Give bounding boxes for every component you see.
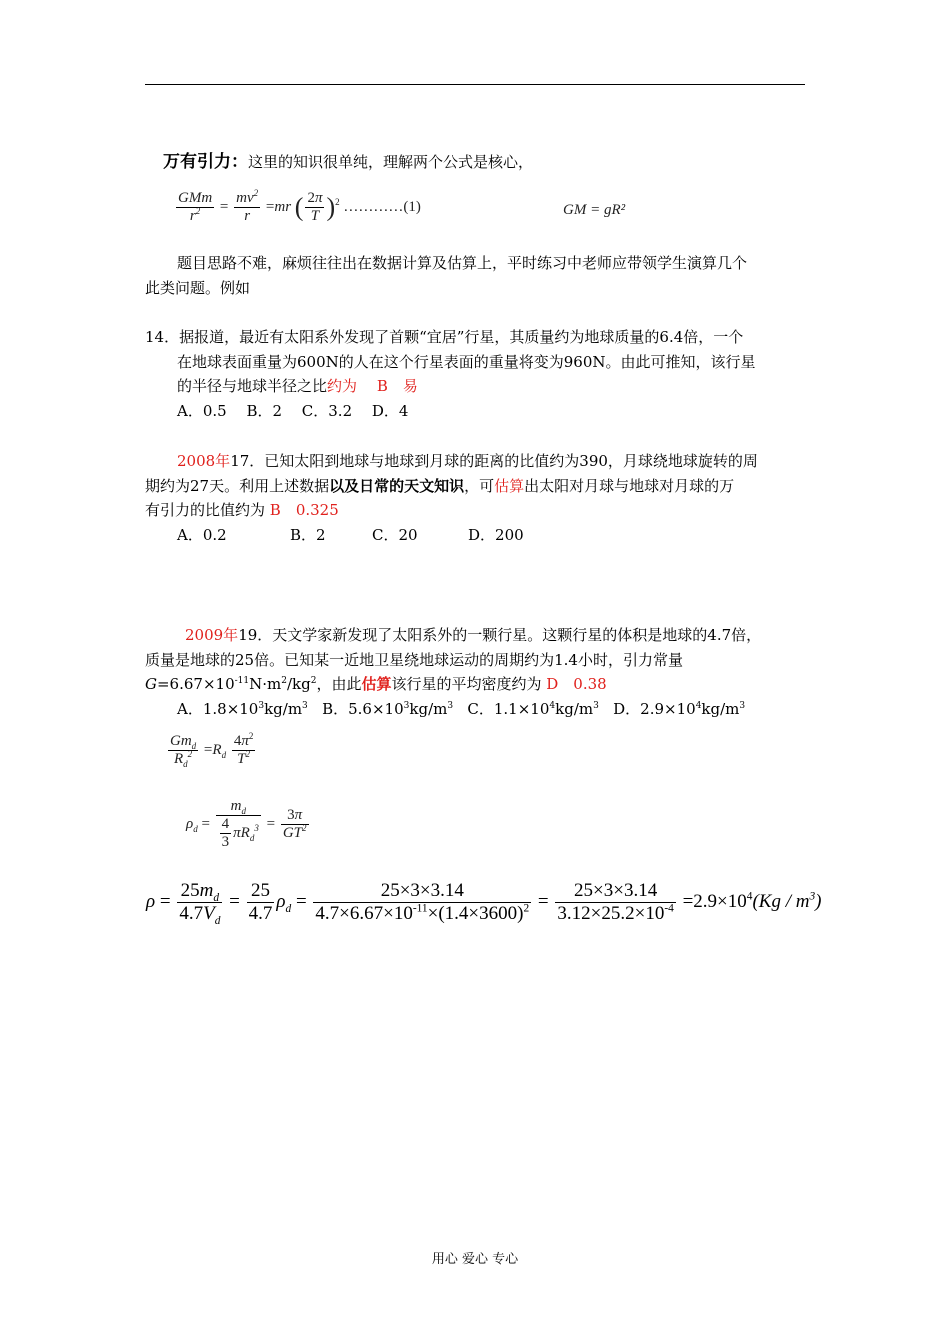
q2009-estimate: 估算 bbox=[361, 675, 392, 693]
q14-line-2: 在地球表面重量为600N的人在这个行星表面的重量将变为960N。由此可推知，该行星 bbox=[177, 353, 756, 371]
q2009-option-a-unit: kg/m bbox=[264, 700, 303, 718]
paragraph-line-1: 题目思路不难，麻烦往往出在数据计算及估算上，平时练习中老师应带领学生演算几个 bbox=[177, 254, 748, 272]
q2009-unit-kg: /kg bbox=[286, 675, 311, 693]
paragraph-line-2: 此类问题。例如 bbox=[145, 279, 251, 297]
page-footer: 用心 爱心 专心 bbox=[431, 1252, 519, 1267]
q14-line-3-text: 的半径与地球半径之比 bbox=[177, 377, 328, 395]
q2008-option-d: D．200 bbox=[468, 526, 524, 544]
header-rule bbox=[145, 84, 805, 85]
q2008-option-c: C．20 bbox=[372, 526, 418, 544]
q2008-year: 2008年 bbox=[177, 452, 231, 470]
q14-line-3 bbox=[177, 376, 418, 396]
q14-line-1: 14．据报道，最近有太阳系外发现了首颗“宜居”行星，其质量约为地球质量的6.4倍，一个 bbox=[145, 328, 744, 346]
q2009-options: A．$1.8\times 10^3kg/m^3$ B．$5.6\times 10^3kg/m^3$ C．$1.1\times 10^4kg/m^3$ D．$2.9\times 10^4kg/m^3$ bbox=[177, 700, 746, 718]
q2009-option-b: B．5.6×10 bbox=[322, 700, 404, 718]
q2009-option-d-unit: kg/m bbox=[701, 700, 740, 718]
q2009-option-d: D．2.9×10 bbox=[613, 700, 696, 718]
q2009-line-3: $G=6.67\times 10^{-11}N\cdot m^2/kg^2$，由此估算该行星的平均密度约为 D 0.38 bbox=[145, 675, 607, 693]
q2008-line-1 bbox=[177, 451, 758, 471]
q2009-option-c-unit: kg/m bbox=[555, 700, 594, 718]
q2008-line-2d: 估算 bbox=[494, 477, 525, 495]
section-heading-line bbox=[163, 152, 533, 172]
formula-label: (1) bbox=[403, 198, 421, 215]
q2009-option-c: C．1.1×10 bbox=[467, 700, 550, 718]
q2009-unit-nm: N·m bbox=[249, 675, 282, 693]
q2009-option-a: A．1.8×10 bbox=[177, 700, 259, 718]
q2008-answer: B 0.325 bbox=[269, 501, 339, 519]
section-intro: 这里的知识很单纯，理解两个公式是核心， bbox=[248, 153, 534, 171]
formula-gm-gr2: GM = gR² bbox=[563, 202, 626, 218]
q2009-line-3f: 该行星的平均密度约为 bbox=[391, 675, 542, 693]
q2009-answer: D 0.38 bbox=[546, 675, 607, 693]
q2008-line-2a: 期约为27天。利用上述数据 bbox=[145, 477, 330, 495]
q2008-line-2e: 出太阳对月球与地球对月球的万 bbox=[524, 477, 735, 495]
q2009-g-exponent: -11 bbox=[234, 676, 250, 686]
q2009-line-1-text: 19．天文学家新发现了太阳系外的一颗行星。这颗行星的体积是地球的4.7倍， bbox=[238, 626, 762, 644]
q2009-line-1 bbox=[185, 625, 761, 645]
section-title: 万有引力： bbox=[163, 152, 248, 172]
q2008-line-2c: ，可 bbox=[464, 477, 495, 495]
final-result: =2.9×10 bbox=[682, 890, 747, 912]
q2008-line-3 bbox=[145, 500, 339, 520]
q2008-line-1-text: 17．已知太阳到地球与地球到月球的距离的比值约为390，月球绕地球旋转的周 bbox=[230, 452, 758, 470]
q14-answer: B 易 bbox=[376, 377, 418, 395]
formula-gravitation: $\frac{\text{GMm}}{r^2}$ = $\frac{mv^2}{r}$ =mr ( $\frac{2\pi}{T}$ )$^2$ …………(1) bbox=[178, 188, 421, 224]
q2008-line-2b: 以及日常的天文知识 bbox=[329, 477, 465, 495]
q2009-g-value: =6.67×10 bbox=[156, 675, 235, 693]
q2008-option-a: A．0.2 bbox=[177, 526, 227, 544]
formula-density: $\rho_d$ = $m_d$ $\frac{4}{3}$ $\pi R_d^3$ = $\frac{3\pi}{GT^2}$ bbox=[186, 798, 307, 850]
q2009-line-3d: ，由此 bbox=[316, 675, 362, 693]
q2009-option-b-unit: kg/m bbox=[409, 700, 448, 718]
formula-final-calculation: ρ = $\frac{25m_d}{4.7V_d}$ = $\frac{25}{4.7}$ $\rho_d$ = $\frac{25\times 3\times 3.14}{4.7\times 6.67\times 10^{-11}\times(1.4\times 3600)^2}$ = $\frac{25\times 3\times 3.14}{3.12\times 25.2\times 10^{-4}}$ $=2.9\times 10^4(Kg / m^3)$ bbox=[146, 880, 822, 927]
q2008-line-2 bbox=[145, 476, 734, 496]
q2009-g-symbol: G bbox=[145, 675, 157, 693]
q14-line-3-red: 约为 bbox=[327, 377, 358, 395]
q2009-line-2: 质量是地球的25倍。已知某一近地卫星绕地球运动的周期约为1.4小时，引力常量 bbox=[145, 651, 683, 669]
q2009-year: 2009年 bbox=[185, 626, 239, 644]
q14-options: A．0.5 B．2 C．3.2 D．4 bbox=[177, 402, 409, 420]
q2008-option-b: B．2 bbox=[290, 526, 326, 544]
q2008-line-3-text: 有引力的比值约为 bbox=[145, 501, 266, 519]
formula-orbit: $\frac{Gm_d}{R_d^2}$ $=R_d$ $\frac{4\pi^2}{T^2}$ bbox=[170, 731, 254, 769]
